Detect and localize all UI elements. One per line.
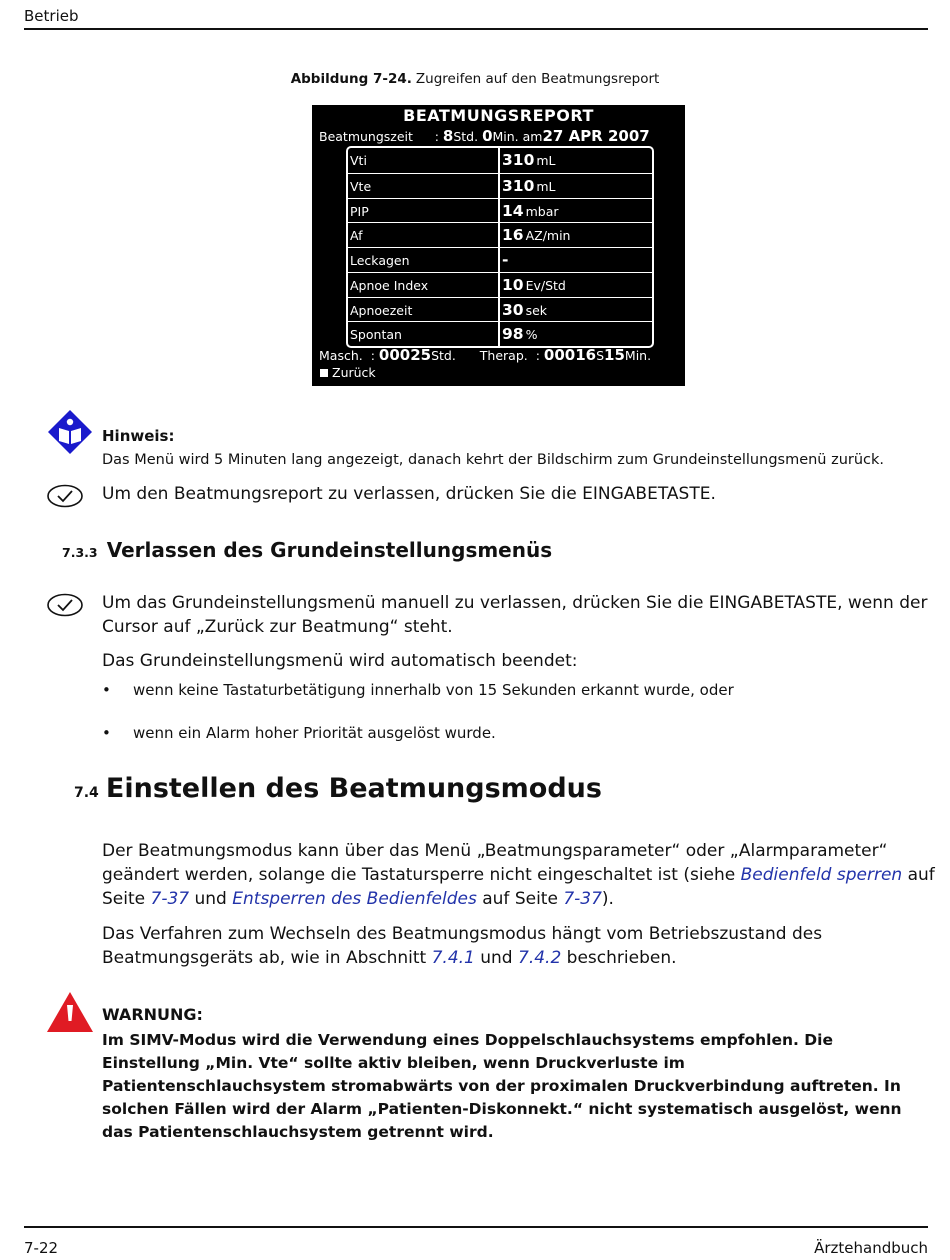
- row-number: 10: [502, 275, 524, 294]
- row-value: [502, 177, 556, 195]
- row-value: [502, 202, 559, 220]
- section-number: 7.3.3: [62, 545, 98, 560]
- row-label: Apnoe Index: [350, 277, 429, 293]
- row-unit: %: [525, 327, 538, 343]
- paragraph-line: [102, 887, 935, 911]
- section-title: Einstellen des Beatmungsmodus: [105, 773, 602, 804]
- back-label: Zurück: [332, 365, 376, 380]
- figure-label: Abbildung 7-24.: [290, 71, 412, 87]
- row-unit: Ev/Std: [525, 277, 566, 293]
- paragraph-line: [102, 946, 822, 970]
- row-value: [502, 301, 547, 319]
- table-row: [348, 247, 652, 273]
- row-number: 16: [502, 226, 524, 245]
- row-number: 14: [502, 201, 524, 220]
- row-label: Af: [350, 228, 363, 244]
- table-row: [348, 272, 652, 298]
- report-date: 27 APR 2007: [542, 127, 650, 145]
- row-number: 310: [502, 151, 535, 169]
- checkmark-icon: [47, 484, 83, 512]
- row-number: 98: [502, 325, 524, 344]
- table-row: [348, 173, 652, 199]
- time-hours: 8: [442, 127, 454, 145]
- link-page-7-37[interactable]: 7-37: [563, 889, 602, 909]
- machine-hours: 00025: [378, 346, 432, 364]
- screen-title: BEATMUNGSREPORT: [403, 106, 594, 125]
- row-number: -: [502, 251, 509, 269]
- text-run: auf Seite: [476, 889, 564, 909]
- machine-label: Masch.: [319, 348, 363, 363]
- row-number: 310: [502, 176, 535, 195]
- cursor-square-icon: [320, 369, 328, 377]
- table-row: [348, 148, 652, 173]
- table-row: [348, 222, 652, 248]
- link-page-7-37[interactable]: 7-37: [150, 889, 190, 909]
- time-minutes-unit: Min.: [492, 129, 519, 144]
- checkmark-icon: [47, 593, 83, 621]
- link-entsperren[interactable]: Entsperren des Bedienfeldes: [232, 889, 477, 909]
- running-header: Betrieb: [24, 7, 79, 25]
- row-value: [502, 226, 570, 244]
- row-value: [502, 151, 556, 169]
- row-label: PIP: [350, 203, 369, 219]
- warning-text: Im SIMV-Modus wird die Verwendung eines Doppelschlauchsystems empfohlen. Die Einstellung „Min. Vte“ sollte aktiv bleiben, wenn Druckverluste im Patientenschlauchsystem stromabwärts von der proximalen Druckverbindung auftreten. In solchen Fällen wird der Alarm „Patienten-Diskonnekt.“ nicht systematisch ausgelöst, wenn das Patientenschlauchsystem getrennt wird.: [102, 1031, 902, 1141]
- section-733-heading: [62, 538, 552, 562]
- list-item: wenn ein Alarm hoher Priorität ausgelöst wurde.: [133, 724, 496, 742]
- therapy-label: Therap.: [479, 348, 528, 363]
- link-7-4-2[interactable]: 7.4.2: [518, 948, 562, 968]
- figure-caption-text: Zugreifen auf den Beatmungsreport: [415, 71, 660, 87]
- date-prefix: am: [522, 129, 543, 144]
- therapy-hours-unit: S: [596, 348, 605, 363]
- row-unit: mL: [536, 153, 556, 168]
- row-unit: mbar: [525, 203, 559, 219]
- text-run: auf: [902, 865, 935, 885]
- ventilation-time-line: Beatmungszeit : 8Std. 0Min. am27 APR 2007: [319, 127, 650, 145]
- table-row: [348, 321, 652, 347]
- section-title: Verlassen des Grundeinstellungsmenüs: [106, 538, 553, 562]
- text-run: und: [474, 948, 519, 968]
- warning-triangle-icon: [46, 991, 94, 1037]
- row-label: Vte: [350, 178, 372, 194]
- time-minutes: 0: [482, 127, 493, 145]
- time-label: Beatmungszeit: [319, 129, 413, 144]
- step-line: Um das Grundeinstellungsmenü manuell zu verlassen, drücken Sie die EINGABETASTE, wenn der: [102, 593, 928, 613]
- note-book-icon: [47, 409, 93, 459]
- note-text: Das Menü wird 5 Minuten lang angezeigt, danach kehrt der Bildschirm zum Grundeinstellungsmenü zurück.: [102, 452, 885, 468]
- row-unit: mL: [536, 178, 556, 194]
- row-number: 30: [502, 300, 524, 319]
- bullet-dot: •: [102, 724, 111, 742]
- footer-rule: [24, 1226, 928, 1228]
- therapy-hours: 00016: [543, 346, 597, 364]
- row-value: [502, 251, 510, 269]
- step-leave-menu: [102, 591, 927, 639]
- page-number: 7-22: [24, 1239, 59, 1257]
- row-label: Vti: [350, 153, 367, 168]
- table-row: [348, 198, 652, 224]
- row-label: Spontan: [350, 327, 402, 343]
- time-hours-unit: Std.: [453, 129, 479, 144]
- paragraph-line: Das Verfahren zum Wechseln des Beatmungsmodus hängt vom Betriebszustand des: [102, 924, 823, 944]
- figure-caption: [0, 71, 950, 87]
- note-heading: Hinweis:: [102, 427, 175, 445]
- bullet-dot: •: [102, 681, 111, 699]
- back-menu-item: [320, 365, 376, 380]
- step-line: Cursor auf „Zurück zur Beatmung“ steht.: [102, 617, 453, 637]
- row-label: Apnoezeit: [350, 302, 413, 318]
- text-run: beschrieben.: [561, 948, 677, 968]
- therapy-minutes-unit: Min.: [624, 348, 652, 363]
- text-run: Seite: [102, 889, 151, 909]
- link-bedienfeld-sperren[interactable]: Bedienfeld sperren: [740, 865, 903, 885]
- text-run: und: [189, 889, 233, 909]
- warning-heading: WARNUNG:: [102, 1005, 203, 1024]
- paragraph-mode-change: [102, 839, 935, 911]
- manual-title: Ärztehandbuch: [814, 1239, 928, 1257]
- row-value: [502, 325, 537, 343]
- list-item: wenn keine Tastaturbetätigung innerhalb von 15 Sekunden erkannt wurde, oder: [133, 681, 734, 699]
- machine-unit: Std.: [431, 348, 456, 363]
- paragraph-line: [102, 863, 935, 887]
- text-run: geändert werden, solange die Tastatursperre nicht eingeschaltet ist (siehe: [102, 865, 741, 885]
- row-unit: sek: [525, 302, 548, 318]
- section-74-heading: [74, 773, 602, 804]
- row-unit: AZ/min: [525, 228, 571, 244]
- row-value: [502, 276, 566, 294]
- text-run: Beatmungsgeräts ab, wie in Abschnitt: [102, 948, 432, 968]
- table-row: [348, 297, 652, 323]
- auto-exit-text: Das Grundeinstellungsmenü wird automatisch beendet:: [102, 651, 578, 671]
- header-rule: [24, 28, 928, 30]
- report-table: [346, 146, 654, 348]
- operating-hours-line: Masch. : 00025Std. Therap. : 00016S15Min.: [319, 346, 652, 364]
- therapy-minutes: 15: [604, 346, 625, 364]
- paragraph-line: Der Beatmungsmodus kann über das Menü „Beatmungsparameter“ oder „Alarmparameter“: [102, 841, 888, 861]
- row-label: Leckagen: [350, 253, 410, 268]
- section-number: 7.4: [74, 785, 99, 801]
- text-run: ).: [601, 889, 614, 909]
- ventilation-report-screen: [312, 105, 685, 386]
- step-leave-report: Um den Beatmungsreport zu verlassen, drücken Sie die EINGABETASTE.: [102, 484, 716, 504]
- link-7-4-1[interactable]: 7.4.1: [431, 948, 475, 968]
- paragraph-procedure: [102, 922, 822, 970]
